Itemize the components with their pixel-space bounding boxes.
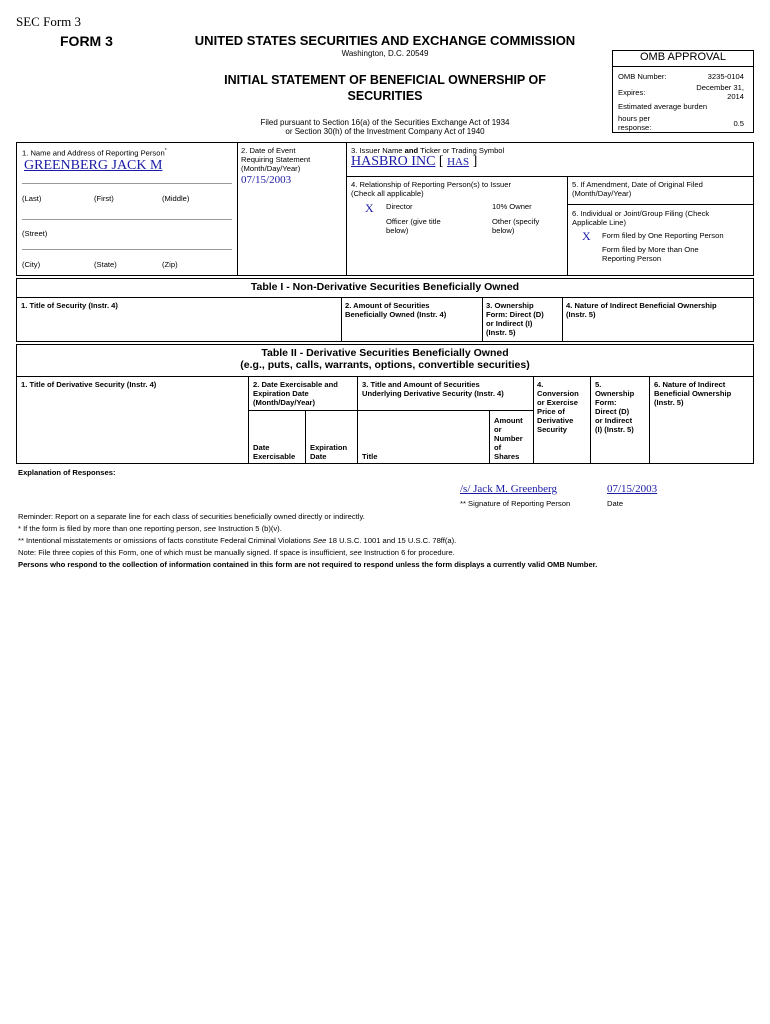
issuer-link[interactable]: HASBRO INC — [351, 154, 436, 169]
zip-label: (Zip) — [162, 260, 178, 269]
omb-number-value: 3235-0104 — [707, 72, 744, 81]
omb-expires-value: December 31, 2014 — [696, 83, 744, 101]
note-misstatements: ** Intentional misstatements or omissions of facts constitute Federal Criminal Violations See 18 U.S.C. 1001 and 15 U.S.C. 78ff(a). — [18, 536, 457, 545]
table-2-col-1: 1. Title of Derivative Security (Instr. 4) — [21, 380, 157, 389]
box4-label: 4. Relationship of Reporting Person(s) to Issuer (Check all applicable) — [351, 180, 511, 198]
explanation-of-responses: Explanation of Responses: — [18, 468, 116, 477]
box3-label: 3. Issuer Name and Ticker or Trading Symbol — [351, 146, 505, 155]
city-label: (City) — [22, 260, 41, 269]
omb-hours-value: 0.5 — [733, 119, 744, 128]
omb-expires-label: Expires: — [618, 88, 646, 97]
event-date: 07/15/2003 — [241, 174, 292, 186]
table-2-col-4: 4. Conversion or Exercise Price of Derivative Security — [537, 380, 579, 434]
box6-label: 6. Individual or Joint/Group Filing (Check Applicable Line) — [572, 209, 710, 227]
form-title: INITIAL STATEMENT OF BENEFICIAL OWNERSHIP OF SECURITIES — [224, 73, 546, 103]
amount-shares-header: Amount or Number of Shares — [494, 416, 523, 461]
omb-number-label: OMB Number: — [618, 72, 667, 81]
filed-pursuant: Filed pursuant to Section 16(a) of the Securities Exchange Act of 1934 or Section 30(h) of the Investment Company Act of 1940 — [260, 118, 510, 136]
officer-label: Officer (give title below) — [386, 217, 441, 235]
omb-title: OMB APPROVAL — [640, 51, 726, 63]
reminder-note: Reminder: Report on a separate line for each class of securities beneficially owned directly or indirectly. — [18, 512, 365, 521]
commission-city: Washington, D.C. 20549 — [341, 49, 429, 58]
table-2-col-2: 2. Date Exercisable and Expiration Date (Month/Day/Year) — [253, 380, 338, 407]
other-label: Other (specify below) — [492, 217, 540, 235]
table-2-col-6: 6. Nature of Indirect Beneficial Ownership (Instr. 5) — [654, 380, 732, 407]
one-person-checkmark: X — [582, 229, 591, 243]
box5-label: 5. If Amendment, Date of Original Filed (Month/Day/Year) — [572, 180, 703, 198]
table-1-title: Table I - Non-Derivative Securities Beneficially Owned — [250, 281, 520, 293]
date-exercisable-header: Date Exercisable — [253, 443, 296, 461]
expiration-date-header: Expiration Date — [310, 443, 348, 461]
more-persons-label: Form filed by More than One Reporting Person — [602, 245, 699, 263]
note-multiple-persons: * If the form is filed by more than one reporting person, see Instruction 5 (b)(v). — [18, 524, 282, 533]
sec-form-label: SEC Form 3 — [16, 14, 82, 29]
commission-title: UNITED STATES SECURITIES AND EXCHANGE COMMISSION — [194, 33, 576, 48]
form-number: FORM 3 — [60, 33, 113, 49]
box2-label: 2. Date of Event Requiring Statement (Month/Day/Year) — [241, 146, 311, 173]
table-1-col-3: 3. Ownership Form: Direct (D) or Indirect (I) (Instr. 5) — [486, 301, 544, 337]
signature-link[interactable]: /s/ Jack M. Greenberg — [460, 483, 557, 495]
first-label: (First) — [94, 194, 114, 203]
street-label: (Street) — [22, 229, 48, 238]
signature-date[interactable]: 07/15/2003 — [607, 483, 658, 495]
state-label: (State) — [94, 260, 117, 269]
table-2-col-5: 5. Ownership Form: Direct (D) or Indirect (I) (Instr. 5) — [595, 380, 635, 434]
one-person-label: Form filed by One Reporting Person — [602, 231, 724, 240]
box1-label: 1. Name and Address of Reporting Person* — [22, 148, 167, 158]
omb-hours-label: hours per response: — [618, 114, 652, 132]
date-label: Date — [607, 499, 624, 508]
director-label: Director — [386, 202, 413, 211]
signature-label: ** Signature of Reporting Person — [460, 499, 571, 508]
table-1-col-4: 4. Nature of Indirect Beneficial Ownership (Instr. 5) — [566, 301, 717, 319]
reporting-person-name[interactable]: GREENBERG JACK M — [24, 158, 163, 173]
note-file-copies: Note: File three copies of this Form, one of which must be manually signed. If space is insufficient, see Instruction 6 for procedure. — [18, 548, 455, 557]
middle-label: (Middle) — [162, 194, 190, 203]
underlying-title-header: Title — [362, 452, 378, 461]
director-checkmark: X — [365, 201, 374, 215]
ticker-link[interactable]: HAS — [447, 156, 470, 168]
issuer-name-line: HASBRO INC [ HAS ] — [351, 154, 478, 169]
table-2-col-3: 3. Title and Amount of Securities Underlying Derivative Security (Instr. 4) — [362, 380, 504, 398]
table-1-col-2: 2. Amount of Securities Beneficially Owned (Instr. 4) — [345, 301, 447, 319]
omb-notice: Persons who respond to the collection of information contained in this form are not required to respond unless the form displays a currently valid OMB Number. — [18, 560, 598, 569]
omb-burden-label: Estimated average burden — [618, 102, 708, 111]
last-label: (Last) — [22, 194, 42, 203]
ten-percent-owner-label: 10% Owner — [492, 202, 532, 211]
table-1-col-1: 1. Title of Security (Instr. 4) — [21, 301, 118, 310]
table-2-title: Table II - Derivative Securities Beneficially Owned (e.g., puts, calls, warrants, options, convertible securities) — [240, 347, 530, 371]
